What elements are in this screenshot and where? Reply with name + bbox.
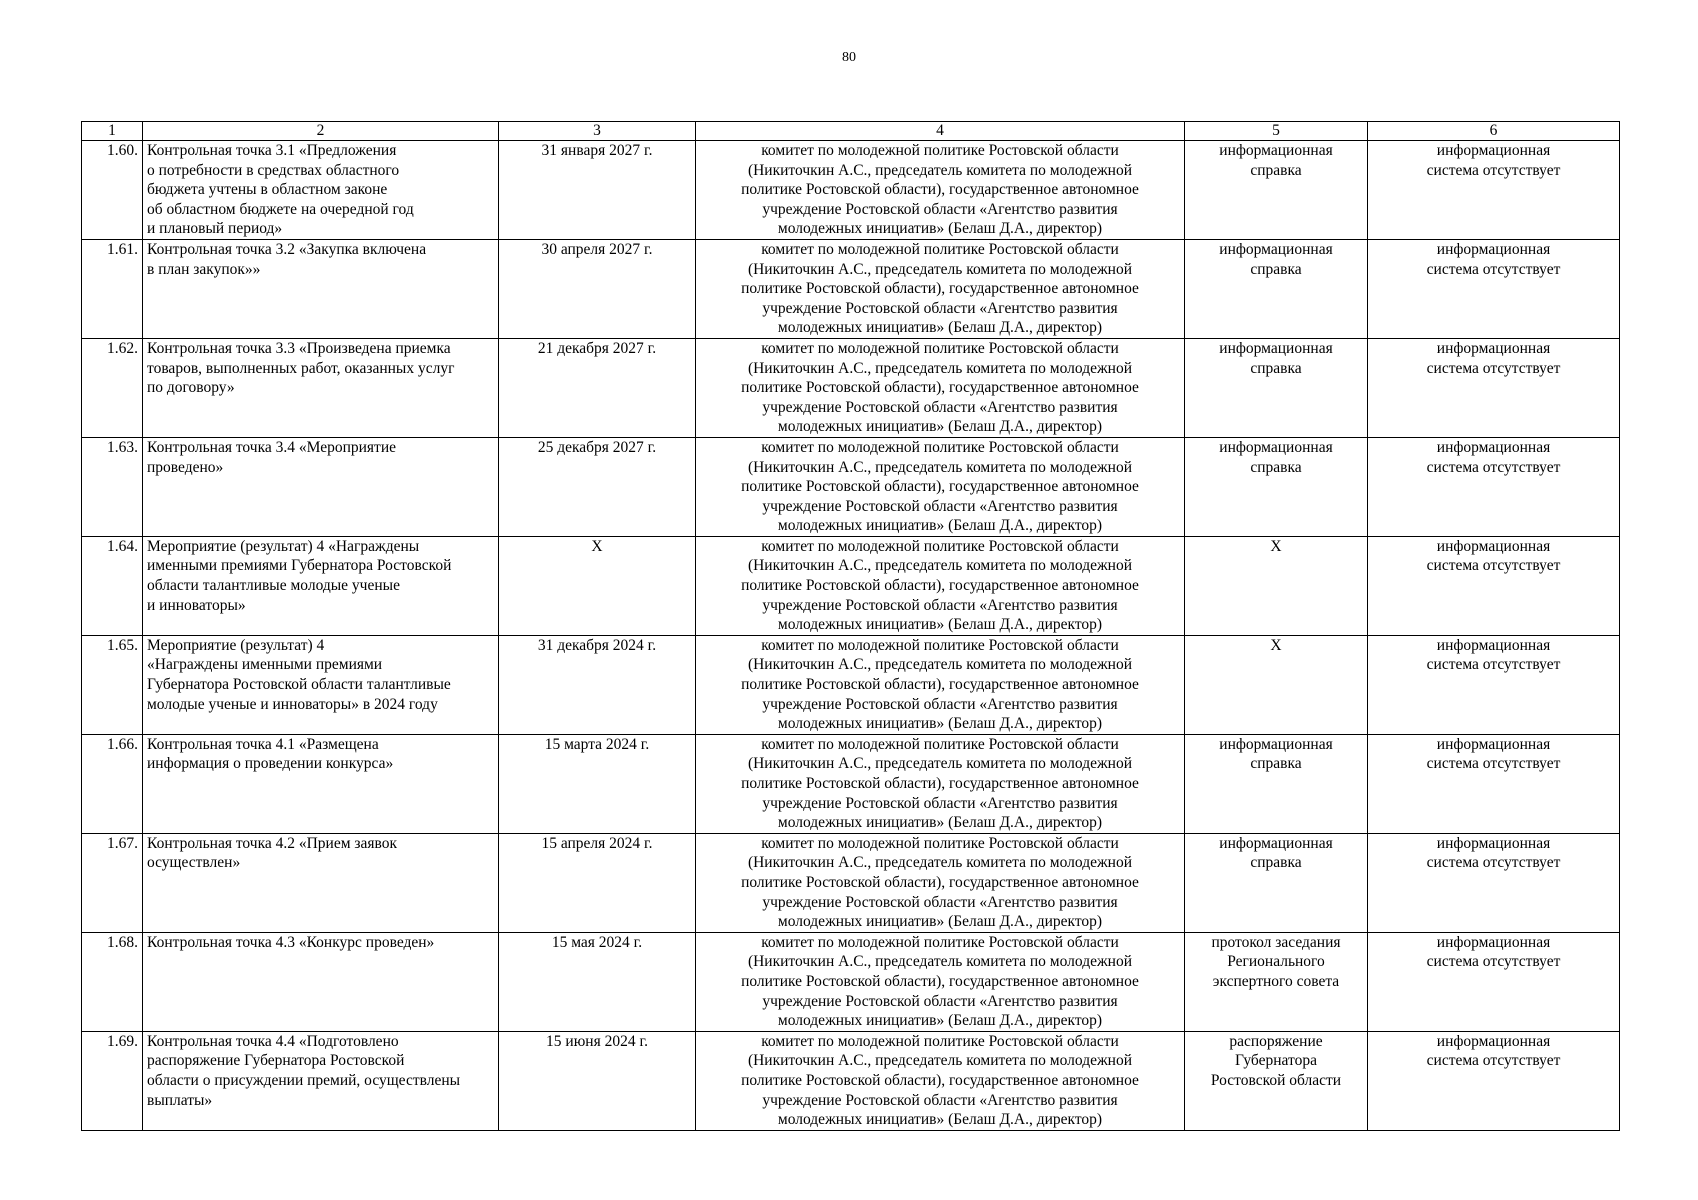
row-number: 1.60. — [82, 141, 143, 240]
table-row — [82, 338, 1620, 437]
plan-table — [81, 121, 1620, 1131]
page-number: 80 — [842, 50, 856, 65]
table-row — [82, 635, 1620, 734]
row-responsible: комитет по молодежной политике Ростовской области (Никиточкин А.С., председатель комитета по молодежной политике Ростовской области), государственное автономное учреждение Ростовской области «Агентство развития молодежных инициатив» (Белаш Д.А., директор) — [696, 437, 1185, 536]
table-row — [82, 1031, 1620, 1130]
row-document: протокол заседания Регионального экспертного совета — [1185, 932, 1368, 1031]
row-document: распоряжение Губернатора Ростовской области — [1185, 1031, 1368, 1130]
row-document: информационная справка — [1185, 239, 1368, 338]
row-name: Мероприятие (результат) 4 «Награждены именными премиями Губернатора Ростовской области талантливые молодые ученые и инноваторы» — [143, 536, 499, 635]
row-document: информационная справка — [1185, 833, 1368, 932]
row-date: 31 декабря 2024 г. — [499, 635, 696, 734]
row-document: Х — [1185, 635, 1368, 734]
row-system: информационная система отсутствует — [1368, 437, 1620, 536]
row-name: Контрольная точка 3.4 «Мероприятие проведено» — [143, 437, 499, 536]
row-document: информационная справка — [1185, 141, 1368, 240]
row-responsible: комитет по молодежной политике Ростовской области (Никиточкин А.С., председатель комитета по молодежной политике Ростовской области), государственное автономное учреждение Ростовской области «Агентство развития молодежных инициатив» (Белаш Д.А., директор) — [696, 338, 1185, 437]
column-header-1: 1 — [82, 122, 143, 141]
column-header-5: 5 — [1185, 122, 1368, 141]
row-number: 1.63. — [82, 437, 143, 536]
row-document: информационная справка — [1185, 338, 1368, 437]
row-date: 21 декабря 2027 г. — [499, 338, 696, 437]
row-date: Х — [499, 536, 696, 635]
column-header-3: 3 — [499, 122, 696, 141]
row-name: Контрольная точка 3.1 «Предложения о потребности в средствах областного бюджета учтены в областном законе об областном бюджете на очередной год и плановый период» — [143, 141, 499, 240]
table-row — [82, 734, 1620, 833]
row-responsible: комитет по молодежной политике Ростовской области (Никиточкин А.С., председатель комитета по молодежной политике Ростовской области), государственное автономное учреждение Ростовской области «Агентство развития молодежных инициатив» (Белаш Д.А., директор) — [696, 932, 1185, 1031]
table-row — [82, 932, 1620, 1031]
row-document: Х — [1185, 536, 1368, 635]
row-date: 30 апреля 2027 г. — [499, 239, 696, 338]
row-responsible: комитет по молодежной политике Ростовской области (Никиточкин А.С., председатель комитета по молодежной политике Ростовской области), государственное автономное учреждение Ростовской области «Агентство развития молодежных инициатив» (Белаш Д.А., директор) — [696, 833, 1185, 932]
row-responsible: комитет по молодежной политике Ростовской области (Никиточкин А.С., председатель комитета по молодежной политике Ростовской области), государственное автономное учреждение Ростовской области «Агентство развития молодежных инициатив» (Белаш Д.А., директор) — [696, 1031, 1185, 1130]
row-date: 25 декабря 2027 г. — [499, 437, 696, 536]
row-date: 15 июня 2024 г. — [499, 1031, 696, 1130]
table-row — [82, 536, 1620, 635]
row-system: информационная система отсутствует — [1368, 536, 1620, 635]
row-name: Контрольная точка 4.2 «Прием заявок осуществлен» — [143, 833, 499, 932]
column-header-6: 6 — [1368, 122, 1620, 141]
row-number: 1.65. — [82, 635, 143, 734]
row-system: информационная система отсутствует — [1368, 1031, 1620, 1130]
row-system: информационная система отсутствует — [1368, 734, 1620, 833]
row-document: информационная справка — [1185, 734, 1368, 833]
row-number: 1.69. — [82, 1031, 143, 1130]
row-name: Контрольная точка 4.1 «Размещена информация о проведении конкурса» — [143, 734, 499, 833]
row-system: информационная система отсутствует — [1368, 239, 1620, 338]
row-system: информационная система отсутствует — [1368, 635, 1620, 734]
column-header-4: 4 — [696, 122, 1185, 141]
table-row — [82, 141, 1620, 240]
column-header-2: 2 — [143, 122, 499, 141]
row-date: 15 марта 2024 г. — [499, 734, 696, 833]
table-row — [82, 239, 1620, 338]
row-responsible: комитет по молодежной политике Ростовской области (Никиточкин А.С., председатель комитета по молодежной политике Ростовской области), государственное автономное учреждение Ростовской области «Агентство развития молодежных инициатив» (Белаш Д.А., директор) — [696, 734, 1185, 833]
row-system: информационная система отсутствует — [1368, 141, 1620, 240]
row-number: 1.62. — [82, 338, 143, 437]
column-number-row — [82, 122, 1620, 141]
row-responsible: комитет по молодежной политике Ростовской области (Никиточкин А.С., председатель комитета по молодежной политике Ростовской области), государственное автономное учреждение Ростовской области «Агентство развития молодежных инициатив» (Белаш Д.А., директор) — [696, 536, 1185, 635]
row-name: Контрольная точка 4.4 «Подготовлено распоряжение Губернатора Ростовской области о присуждении премий, осуществлены выплаты» — [143, 1031, 499, 1130]
row-number: 1.64. — [82, 536, 143, 635]
row-date: 31 января 2027 г. — [499, 141, 696, 240]
row-date: 15 апреля 2024 г. — [499, 833, 696, 932]
row-name: Контрольная точка 3.2 «Закупка включена в план закупок»» — [143, 239, 499, 338]
table-body — [82, 141, 1620, 1131]
row-name: Контрольная точка 3.3 «Произведена приемка товаров, выполненных работ, оказанных услуг по договору» — [143, 338, 499, 437]
row-name: Мероприятие (результат) 4 «Награждены именными премиями Губернатора Ростовской области талантливые молодые ученые и инноваторы» в 2024 году — [143, 635, 499, 734]
table-row — [82, 833, 1620, 932]
row-name: Контрольная точка 4.3 «Конкурс проведен» — [143, 932, 499, 1031]
row-number: 1.67. — [82, 833, 143, 932]
row-date: 15 мая 2024 г. — [499, 932, 696, 1031]
row-system: информационная система отсутствует — [1368, 932, 1620, 1031]
row-document: информационная справка — [1185, 437, 1368, 536]
row-system: информационная система отсутствует — [1368, 338, 1620, 437]
row-system: информационная система отсутствует — [1368, 833, 1620, 932]
row-responsible: комитет по молодежной политике Ростовской области (Никиточкин А.С., председатель комитета по молодежной политике Ростовской области), государственное автономное учреждение Ростовской области «Агентство развития молодежных инициатив» (Белаш Д.А., директор) — [696, 141, 1185, 240]
row-number: 1.68. — [82, 932, 143, 1031]
row-number: 1.61. — [82, 239, 143, 338]
table-row — [82, 437, 1620, 536]
row-number: 1.66. — [82, 734, 143, 833]
row-responsible: комитет по молодежной политике Ростовской области (Никиточкин А.С., председатель комитета по молодежной политике Ростовской области), государственное автономное учреждение Ростовской области «Агентство развития молодежных инициатив» (Белаш Д.А., директор) — [696, 635, 1185, 734]
row-responsible: комитет по молодежной политике Ростовской области (Никиточкин А.С., председатель комитета по молодежной политике Ростовской области), государственное автономное учреждение Ростовской области «Агентство развития молодежных инициатив» (Белаш Д.А., директор) — [696, 239, 1185, 338]
